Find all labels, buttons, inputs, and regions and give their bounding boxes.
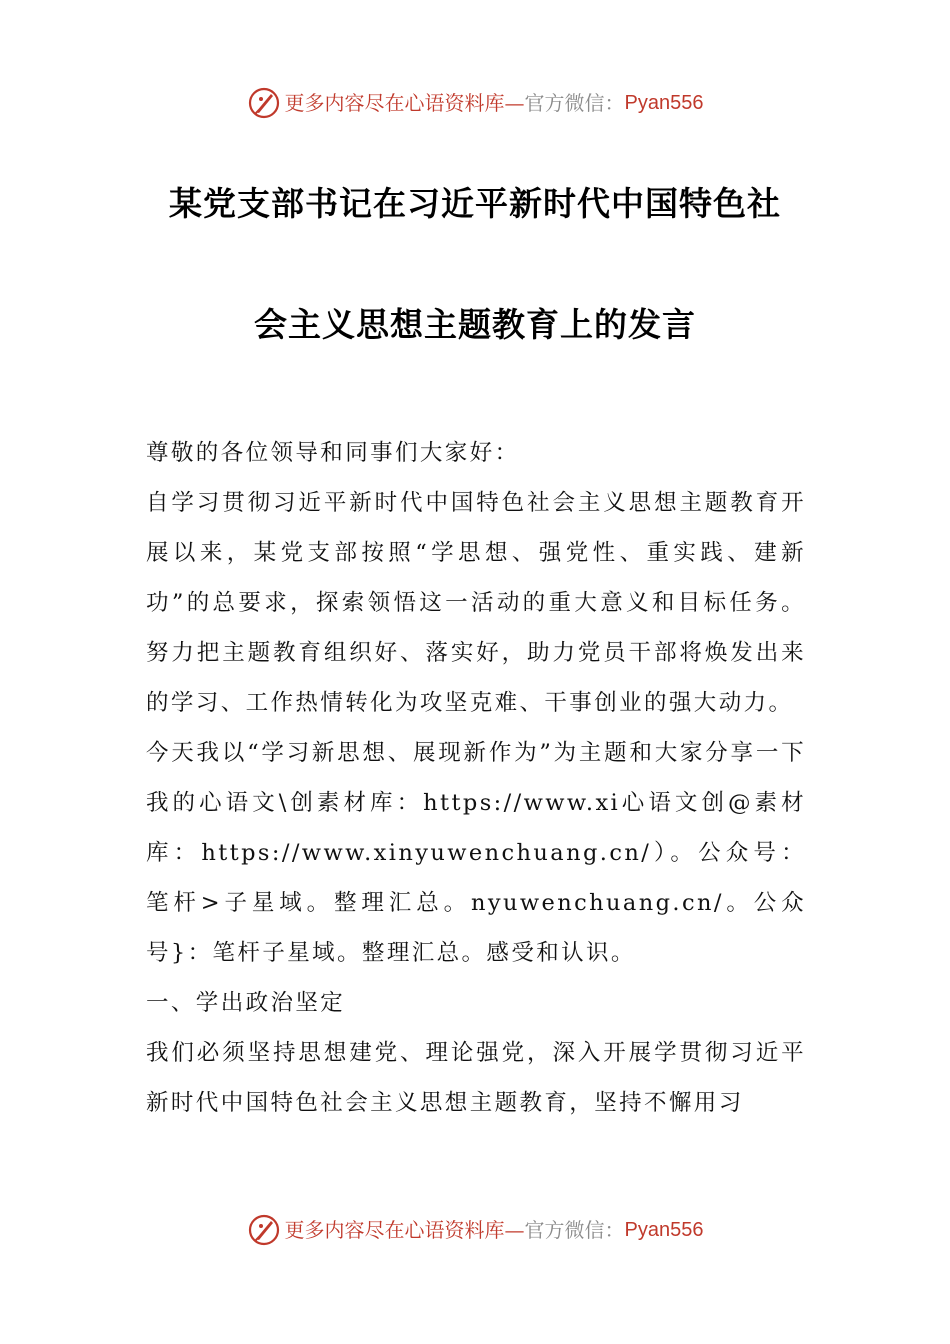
banner-wechat-label: 官方微信： xyxy=(524,91,625,115)
banner-dash: — xyxy=(504,91,525,115)
banner-wechat-id: Pyan556 xyxy=(624,92,704,114)
document-body xyxy=(146,428,806,1128)
quill-logo-icon xyxy=(247,86,281,120)
body-paragraph: 今天我以“学习新思想、展现新作为”为主题和大家分享一下我的心语文\创素材库：https://www.xi心语文创@素材库：https://www.xinyuwenchuang.cn/）。公众号：笔杆>子星域。整理汇总。nyuwenchuang.cn/。公众号}：笔杆子星域。整理汇总。感受和认识。 xyxy=(146,740,806,966)
footer-watermark-banner xyxy=(0,1213,950,1247)
section-heading: 一、学出政治坚定 xyxy=(146,990,346,1016)
banner-site-text: 更多内容尽在心语资料库 xyxy=(284,91,505,115)
banner-site-text: 更多内容尽在心语资料库 xyxy=(284,1218,505,1242)
document-title-line-1: 某党支部书记在习近平新时代中国特色社 xyxy=(169,184,781,223)
document-title-line-2: 会主义思想主题教育上的发言 xyxy=(254,305,696,344)
quill-logo-icon xyxy=(247,1213,281,1247)
header-watermark-banner xyxy=(0,86,950,120)
banner-wechat-label: 官方微信： xyxy=(524,1218,625,1242)
body-paragraph: 自学习贯彻习近平新时代中国特色社会主义思想主题教育开展以来，某党支部按照“学思想、强党性、重实践、建新功”的总要求，探索领悟这一活动的重大意义和目标任务。努力把主题教育组织好、落实好，助力党员干部将焕发出来的学习、工作热情转化为攻坚克难、干事创业的强大动力。 xyxy=(146,490,806,716)
salutation-paragraph: 尊敬的各位领导和同事们大家好： xyxy=(146,440,520,466)
banner-dash: — xyxy=(504,1218,525,1242)
body-paragraph: 我们必须坚持思想建党、理论强党，深入开展学贯彻习近平新时代中国特色社会主义思想主题教育，坚持不懈用习 xyxy=(146,1040,806,1116)
banner-wechat-id: Pyan556 xyxy=(624,1219,704,1241)
